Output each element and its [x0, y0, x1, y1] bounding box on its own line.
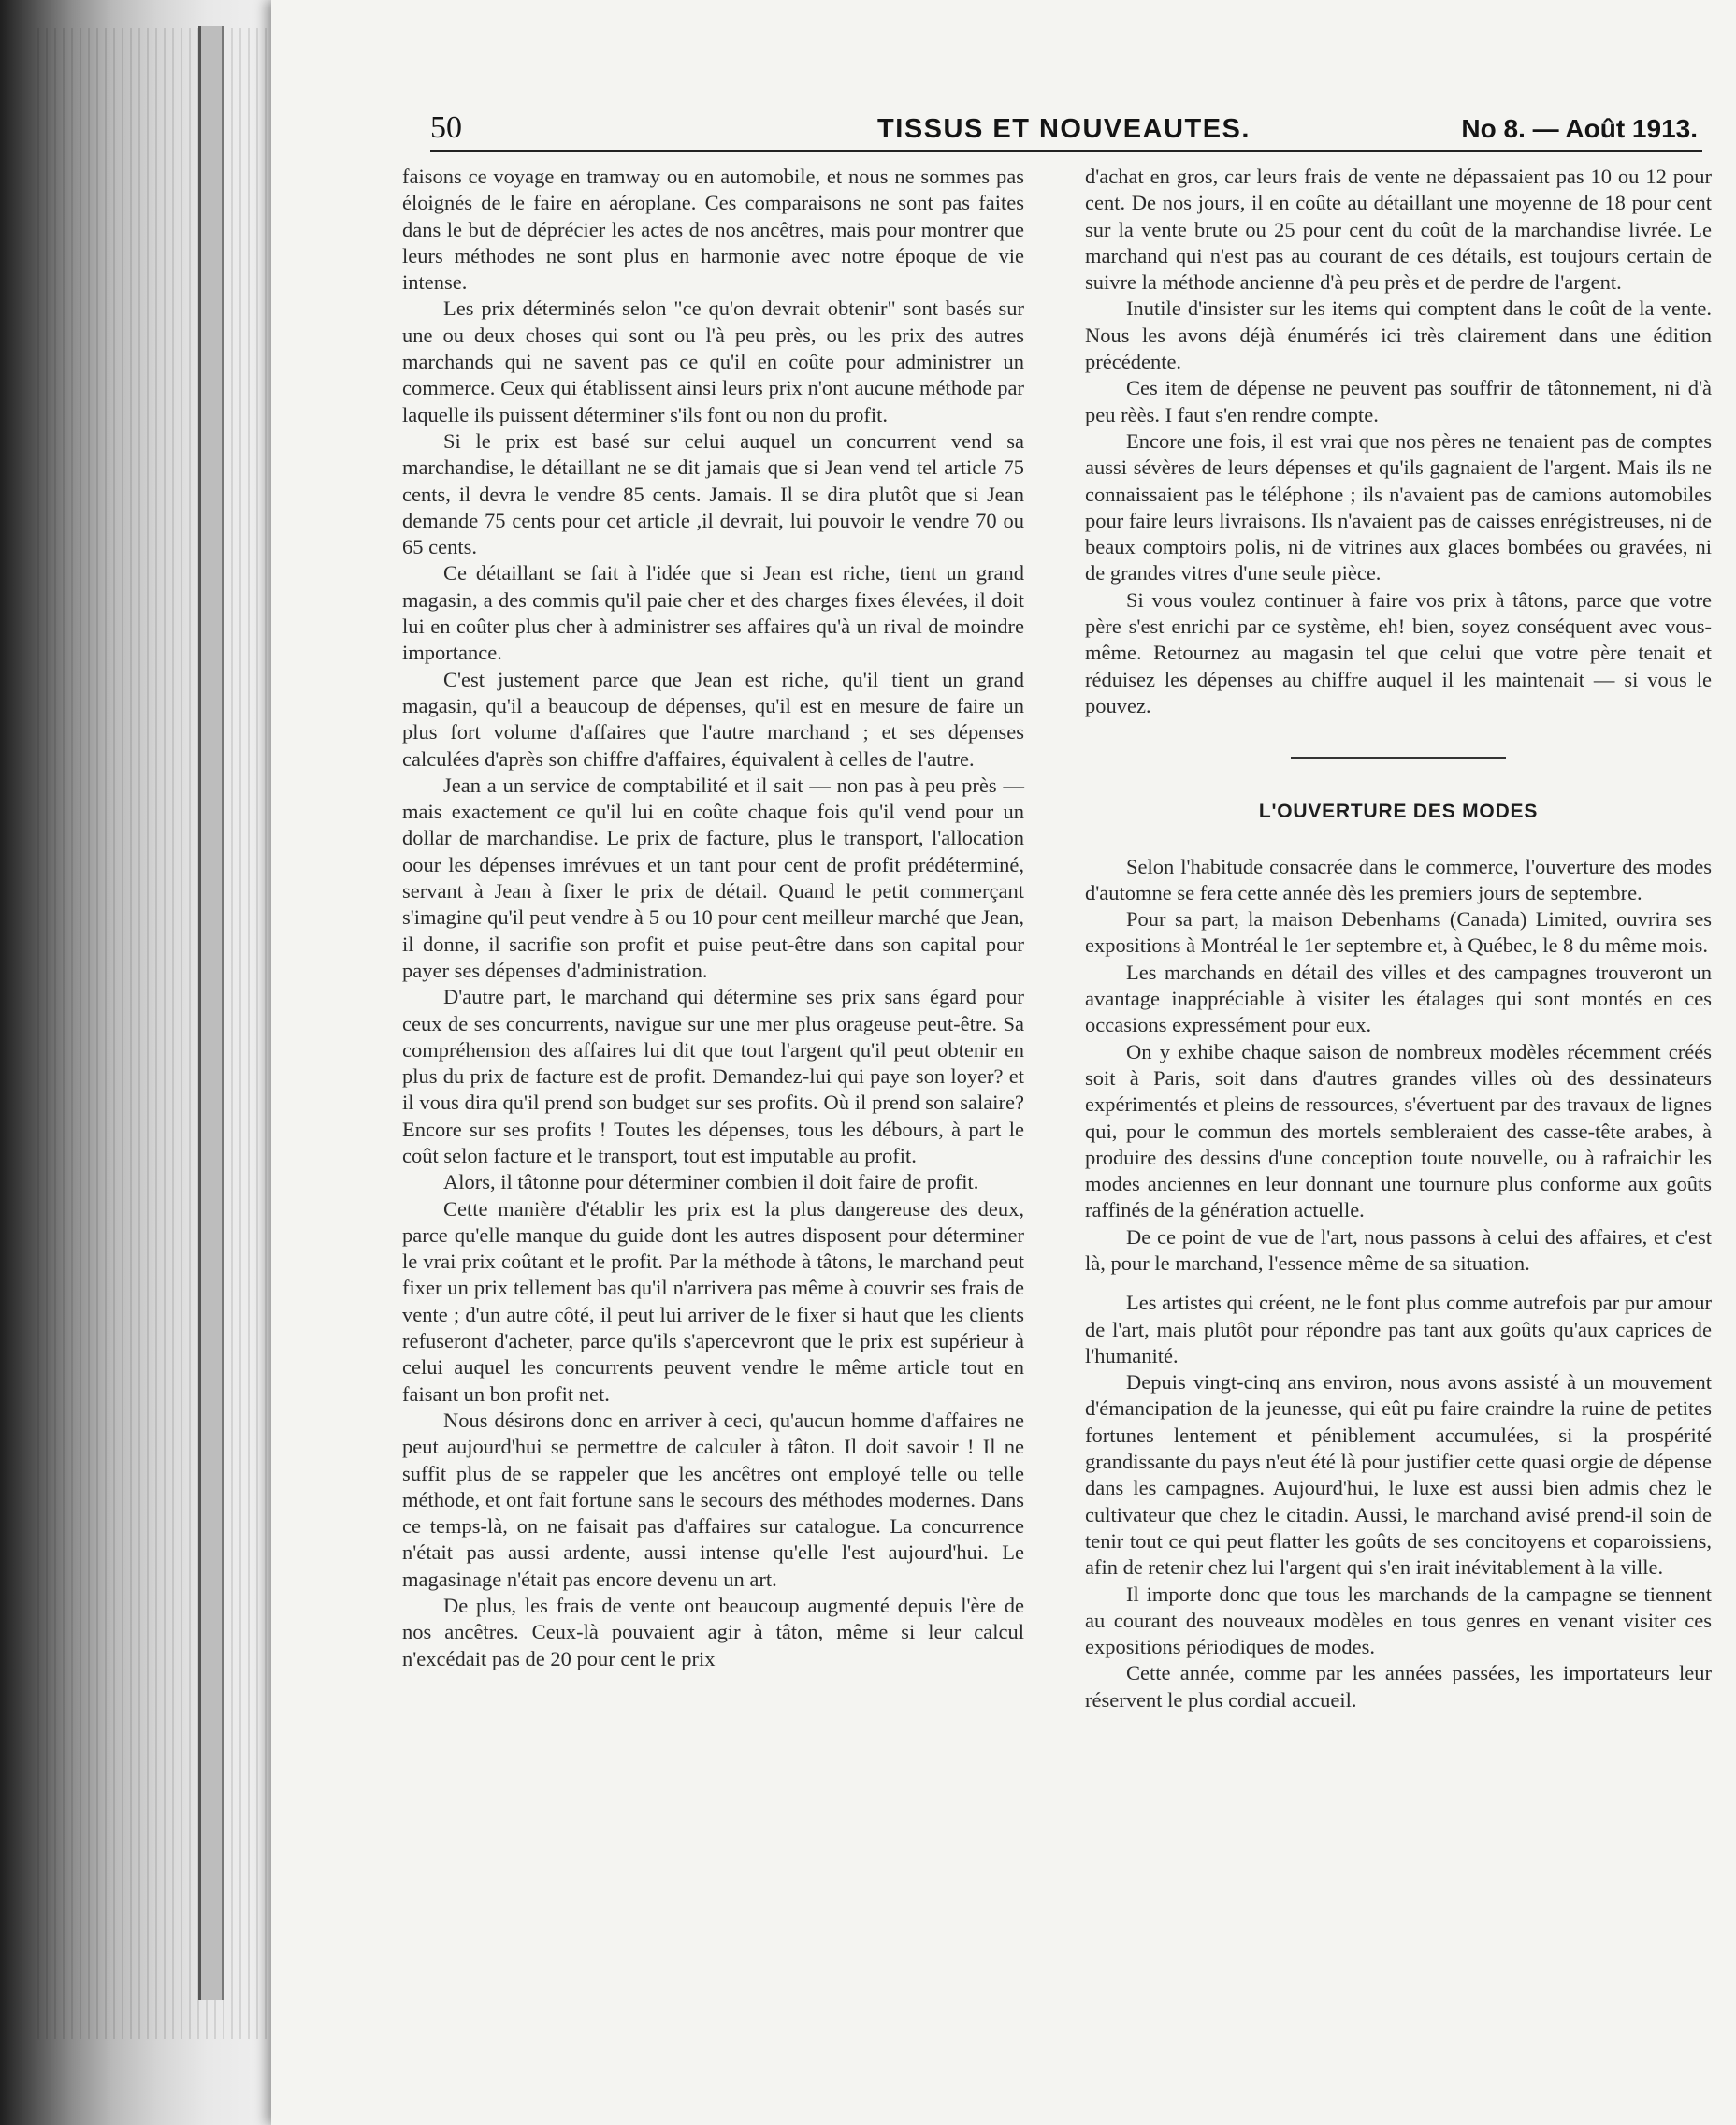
page-number: 50 [430, 110, 462, 145]
paragraph: Les artistes qui créent, ne le font plus comme autrefois par pur amour de l'art, mais plutôt pour répondre pas tant aux goûts qu'aux caprices de l'humanité. [1085, 1291, 1712, 1367]
paragraph: Alors, il tâtonne pour déterminer combien il doit faire de profit. [443, 1170, 979, 1194]
section-title: L'OUVERTURE DES MODES [1258, 801, 1539, 823]
paragraph: Cette année, comme par les années passées, les importateurs leur réservent le plus cordial accueil. [1085, 1661, 1712, 1712]
paragraph: d'achat en gros, car leurs frais de vente ne dépassaient pas 10 ou 12 pour cent. De nos jours, il en coûte au détaillant une moyenne de 18 pour cent sur la vente brute ou 25 pour cent du coût de la marchandise livrée. Le marchand qui n'est pas au courant de ces détails, est toujours certain de suivre la méthode ancienne d'à peu près et de perdre de l'argent. [1085, 165, 1712, 295]
paragraph-gap [1085, 1277, 1712, 1290]
paragraph: Les marchands en détail des villes et des campagnes trouveront un avantage inappréciable à visiter les étalages qui sont montés en ces occasions expressément pour eux. [1085, 960, 1712, 1037]
paragraph: On y exhibe chaque saison de nombreux modèles récemment créés soit à Paris, soit dans d'autres grandes villes où des dessinateurs expérimentés et pleins de ressources, s'évertuent par des travaux de lignes qui, pour le commun des mortels sembleraient des casse-tête arabes, à produire des dessins d'une conception toute nouvelle, ou à rafraichir les modes anciennes en leur donnant une tournure plus conforme aux goûts raffinés de la génération actuelle. [1085, 1039, 1712, 1222]
paragraph: Inutile d'insister sur les items qui comptent dans le coût de la vente. Nous les avons déjà énumérés ici très clairement dans une édition précédente. [1085, 296, 1712, 374]
right-column [1085, 164, 1712, 1713]
running-header [430, 105, 1698, 152]
paragraph: Ces item de dépense ne peuvent pas souffrir de tâtonnement, ni d'à peu rèès. I faut s'en rendre compte. [1085, 376, 1712, 426]
header-rule [430, 150, 1702, 152]
paragraph: Il importe donc que tous les marchands de la campagne se tiennent au courant des nouveaux modèles en tous genres en venant visiter ces expositions périodiques de modes. [1085, 1582, 1712, 1659]
page-stack-edges [37, 28, 271, 2039]
paragraph: Jean a un service de comptabilité et il sait — non pas à peu près —mais exactement ce qu'il lui en coûte chaque fois qu'il vend pour un dollar de marchandise. Le prix de facture, plus le transport, l'allocation oour les dépenses imrévues et un tant pour cent de profit prédéterminé, servant à Jean à fixer le prix de détail. Quand le petit commerçant s'imagine qu'il peut vendre à 5 ou 10 pour cent meilleur marché que Jean, il donne, il sacrifie son profit et puise peut-être dans son capital pour payer ses dépenses d'administration. [402, 773, 1024, 982]
paragraph: Les prix déterminés selon "ce qu'on devrait obtenir" sont basés sur une ou deux choses qui sont ou l'à peu près, ou les prix des autres marchands qui ne savent pas ce qu'il en coûte pour administrer un commerce. Ceux qui établissent ainsi leurs prix n'ont aucune méthode par laquelle ils puissent déterminer s'ils font ou non du profit. [402, 296, 1024, 426]
paragraph: Selon l'habitude consacrée dans le commerce, l'ouverture des modes d'automne se fera cette année dès les premiers jours de septembre. [1085, 854, 1712, 904]
paragraph: Cette manière d'établir les prix est la plus dangereuse des deux, parce qu'elle manque du guide dont les autres disposent pour déterminer le vrai prix coûtant et le profit. Par la méthode à tâtons, le marchand peut fixer un prix tellement bas qu'il n'arrivera pas même à couvrir ses frais de vente ; d'un autre côté, il peut lui arriver de le fixer si haut que les clients refuseront d'acheter, parce qu'ils s'apercevront que le prix est supérieur à celui auquel les concurrents peuvent vendre le même article tout en faisant un bon profit net. [402, 1196, 1024, 1406]
journal-page [271, 0, 1736, 2125]
paragraph: Nous désirons donc en arriver à ceci, qu'aucun homme d'affaires ne peut aujourd'hui se permettre de calculer à tâton. Il doit savoir ! Il ne suffit plus de se rappeler que les ancêtres ont employé telle ou telle méthode, et ont fait fortune sans le secours des méthodes modernes. Dans ce temps-là, on ne faisait pas d'affaires sur catalogue. La concurrence n'était pas aussi ardente, aussi intense qu'elle l'est aujourd'hui. Le magasinage n'était pas encore devenu un art. [402, 1408, 1024, 1591]
paragraph: faisons ce voyage en tramway ou en automobile, et nous ne sommes pas éloignés de le faire en aéroplane. Ces comparaisons ne sont pas faites dans le but de déprécier les actes de nos ancêtres, mais pour montrer que leurs méthodes ne sont plus en harmonie avec notre époque de vie intense. [402, 165, 1024, 295]
binding-fold [198, 26, 224, 2000]
left-column [402, 164, 1024, 1672]
paragraph: C'est justement parce que Jean est riche, qu'il tient un grand magasin, qu'il a beaucoup de dépenses, qu'il est en mesure de faire un plus fort volume d'affaires que l'autre marchand ; et ses dépenses calculées d'après son chiffre d'affaires, équivalent à celles de l'autre. [402, 667, 1024, 771]
book-binding-edge [0, 0, 281, 2125]
section-separator [1291, 757, 1506, 759]
paragraph: Si vous voulez continuer à faire vos prix à tâtons, parce que votre père s'est enrichi par ce système, eh! bien, soyez conséquent avec vous-même. Retournez au magasin tel que celui que votre père tenait et réduisez les dépenses au chiffre auquel il les maintenait — si vous le pouvez. [1085, 587, 1712, 717]
paragraph: Pour sa part, la maison Debenhams (Canada) Limited, ouvrira ses expositions à Montréal le 1er septembre et, à Québec, le 8 du même mois. [1085, 907, 1712, 958]
paragraph: De plus, les frais de vente ont beaucoup augmenté depuis l'ère de nos ancêtres. Ceux-là pouvaient agir à tâton, même si leur calcul n'excédait pas de 20 pour cent le prix [402, 1594, 1024, 1670]
paragraph: Depuis vingt-cinq ans environ, nous avons assisté à un mouvement d'émancipation de la jeunesse, qui eût pu faire craindre la ruine de petites fortunes lentement et péniblement accumulées, si la prospérité grandissante du pays n'eut été là pour justifier cette quasi orgie de dépense dans les campagnes. Aujourd'hui, le luxe est aussi bien admis chez le cultivateur que chez le citadin. Aussi, le marchand avisé prend-il soin de tenir tout ce qui peut flatter les goûts de ses concitoyens et coparoissiens, afin de retenir chez lui l'argent qui s'en irait inévitablement à la ville. [1085, 1370, 1712, 1580]
paragraph: De ce point de vue de l'art, nous passons à celui des affaires, et c'est là, pour le marchand, l'essence même de sa situation. [1085, 1224, 1712, 1275]
paragraph: Ce détaillant se fait à l'idée que si Jean est riche, tient un grand magasin, a des commis qu'il paie cher et des charges fixes élevées, il doit lui en coûter plus cher à administrer ses affaires qu'à un rival de moindre importance. [402, 561, 1024, 665]
journal-title: TISSUS ET NOUVEAUTES. [877, 114, 1251, 144]
issue-label: No 8. — Août 1913. [1461, 114, 1698, 143]
paragraph: D'autre part, le marchand qui détermine ses prix sans égard pour ceux de ses concurrents, navigue sur une mer plus orageuse peut-être. Sa compréhension des affaires lui dit que tout l'argent qu'il peut obtenir en plus du prix de facture est de profit. Demandez-lui qui paye son loyer? et il vous dira qu'il prend son budget sur ses profits. Où il prend son salaire? Encore sur ses profits ! Toutes les dépenses, tous les débours, à part le coût selon facture et le transport, tout est imputable au profit. [402, 985, 1024, 1167]
paragraph: Si le prix est basé sur celui auquel un concurrent vend sa marchandise, le détaillant ne se dit jamais que si Jean vend tel article 75 cents, il devra le vendre 85 cents. Jamais. Il se dira plutôt que si Jean demande 75 cents pour cet article ,il devrait, lui pouvoir le vendre 70 ou 65 cents. [402, 428, 1024, 559]
paragraph: Encore une fois, il est vrai que nos pères ne tenaient pas de comptes aussi sévères de leurs dépenses et qu'ils gagnaient de l'argent. Mais ils ne connaissaient pas le téléphone ; ils n'avaient pas de camions automobiles pour faire leurs livraisons. Ils n'avaient pas de caisses enrégistreuses, ni de beaux comptoirs polis, ni de vitrines aux glaces bombées ou gravées, ni de grandes vitres d'une seule pièce. [1085, 428, 1712, 585]
